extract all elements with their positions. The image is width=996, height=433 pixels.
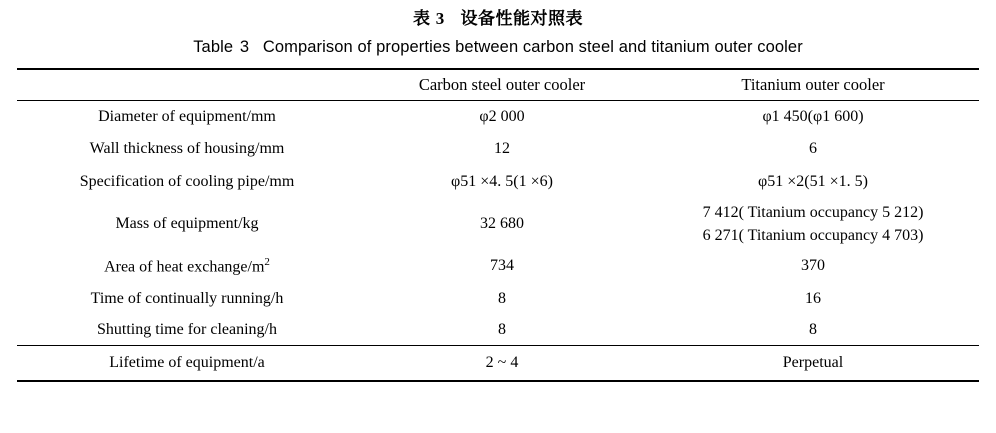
row-value-carbon-steel: 8 bbox=[498, 289, 506, 307]
table-row bbox=[17, 346, 979, 381]
row-label: Mass of equipment/kg bbox=[115, 215, 259, 232]
row-label: Wall thickness of housing/mm bbox=[89, 140, 285, 157]
header-cell-carbon-steel: Carbon steel outer cooler bbox=[418, 75, 586, 94]
table-row bbox=[17, 199, 979, 249]
table-title-chinese-prefix: 表 bbox=[413, 9, 431, 28]
row-value-titanium: 6 bbox=[809, 140, 817, 157]
row-value-titanium: 370 bbox=[801, 257, 825, 274]
table-row bbox=[17, 165, 979, 199]
row-value-carbon-steel: 2 ~ 4 bbox=[485, 354, 519, 371]
table-title-chinese-number: 3 bbox=[435, 9, 445, 28]
row-value-carbon-steel: 8 bbox=[498, 320, 506, 338]
row-value-titanium: Perpetual bbox=[782, 354, 844, 371]
row-value-titanium bbox=[647, 199, 979, 249]
header-cell-titanium: Titanium outer cooler bbox=[741, 75, 885, 94]
table-row bbox=[17, 133, 979, 165]
properties-comparison-table bbox=[17, 68, 979, 382]
table-title-english-text: Comparison of properties between carbon steel and titanium outer cooler bbox=[262, 38, 803, 56]
row-value-titanium: φ51 ×2(51 ×1. 5) bbox=[758, 173, 868, 190]
table-header-row bbox=[17, 70, 979, 101]
row-label-text: Area of heat exchange/m bbox=[104, 258, 265, 276]
table-title-english bbox=[0, 30, 996, 59]
row-label: Diameter of equipment/mm bbox=[98, 108, 276, 125]
row-value-carbon-steel: φ2 000 bbox=[479, 108, 525, 125]
row-label: Shutting time for cleaning/h bbox=[97, 320, 277, 338]
row-label: Time of continually running/h bbox=[90, 289, 284, 307]
table-title-chinese-text: 设备性能对照表 bbox=[460, 9, 583, 28]
row-value-titanium-line1: 7 412( Titanium occupancy 5 212) bbox=[702, 204, 924, 221]
row-label bbox=[17, 249, 357, 283]
table-title-english-prefix: Table bbox=[193, 38, 234, 56]
table-row bbox=[17, 249, 979, 283]
table-bottom-rule bbox=[17, 381, 979, 382]
row-label: Specification of cooling pipe/mm bbox=[79, 173, 295, 190]
row-value-titanium: 16 bbox=[805, 289, 821, 307]
row-value-titanium: 8 bbox=[809, 320, 817, 338]
row-value-carbon-steel: 734 bbox=[490, 257, 514, 274]
table-title-chinese bbox=[0, 0, 996, 30]
row-label: Lifetime of equipment/a bbox=[109, 354, 265, 371]
table-title-english-number: 3 bbox=[239, 38, 250, 56]
table-row bbox=[17, 283, 979, 314]
row-value-titanium: φ1 450(φ1 600) bbox=[762, 108, 864, 125]
row-label-superscript: 2 bbox=[264, 255, 270, 268]
row-value-carbon-steel: φ51 ×4. 5(1 ×6) bbox=[451, 173, 553, 190]
table-row bbox=[17, 314, 979, 346]
row-value-carbon-steel: 32 680 bbox=[480, 215, 524, 232]
row-value-titanium-line2: 6 271( Titanium occupancy 4 703) bbox=[702, 227, 924, 244]
table-row bbox=[17, 101, 979, 133]
rule-cell bbox=[17, 381, 979, 382]
row-value-carbon-steel: 12 bbox=[494, 140, 510, 157]
header-cell-empty bbox=[17, 70, 357, 101]
